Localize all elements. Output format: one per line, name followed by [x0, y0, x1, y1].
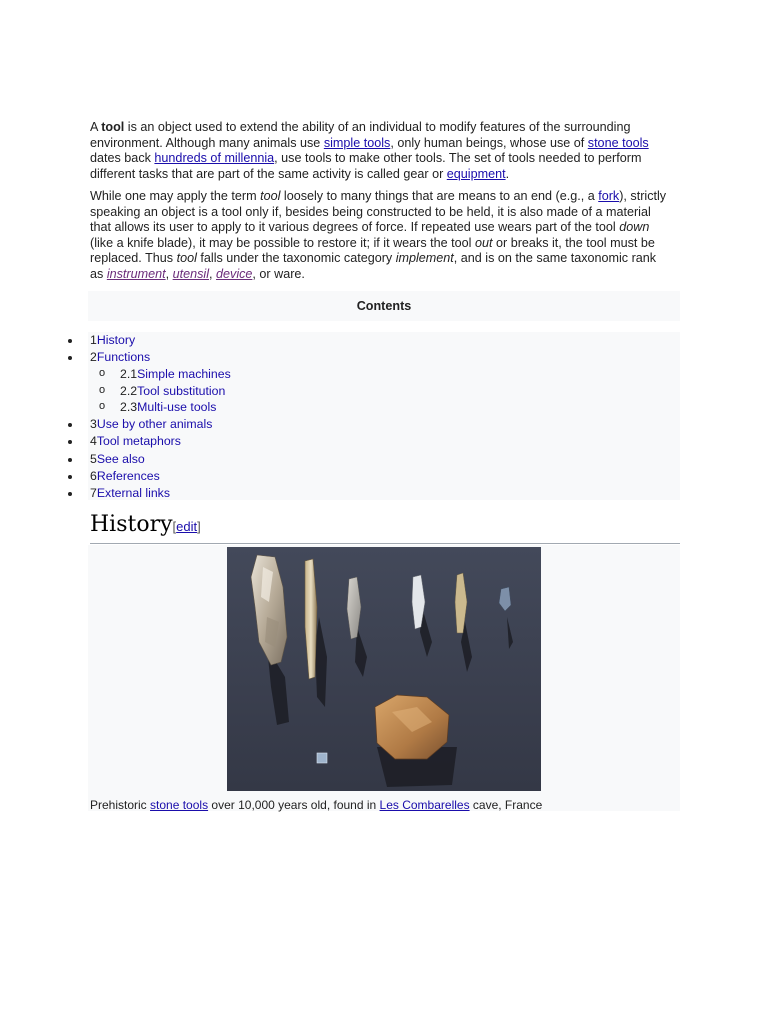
stone-tools-photo[interactable] — [227, 547, 541, 791]
toc-item-references[interactable] — [90, 468, 160, 484]
text-span: or breaks it, the tool must be replaced. Thus — [90, 235, 655, 266]
toc-item-see-also[interactable] — [90, 451, 145, 467]
edit-section — [173, 519, 201, 534]
text-span: , — [165, 266, 173, 281]
text-span: over 10,000 years old, found in — [208, 798, 380, 812]
italic-term: down — [619, 220, 650, 235]
toc-item-label[interactable]: Use by other animals — [96, 417, 213, 431]
toc-item-external-links[interactable] — [90, 485, 170, 501]
text-span: , — [209, 266, 217, 281]
toc-item-label[interactable]: Tool substitution — [137, 384, 226, 398]
link-device[interactable]: device — [216, 266, 253, 281]
figure-caption — [90, 798, 542, 813]
edit-link[interactable]: edit — [176, 519, 198, 534]
link-equipment[interactable]: equipment — [446, 166, 506, 181]
italic-term: tool — [176, 251, 197, 266]
bullet-icon — [68, 339, 72, 343]
toc-item-label[interactable]: History — [96, 333, 136, 347]
toc-heading — [88, 291, 680, 321]
toc-item-label[interactable]: Multi-use tools — [137, 400, 217, 414]
text-span: Prehistoric — [90, 798, 151, 812]
text-span: ), strictly speaking an object is a tool only if, besides being constructed to be held, it is also made of a material that allows its user to apply to it various degrees of force. If repeated use wears part of the tool — [90, 189, 667, 235]
toc-item-functions[interactable] — [90, 349, 150, 365]
text-span: , and is on the same taxonomic rank as — [90, 251, 657, 281]
toc-item-label[interactable]: Functions — [96, 350, 151, 364]
link-les-combarelles[interactable]: Les Combarelles — [379, 798, 470, 812]
toc-item-number: 5 — [90, 452, 97, 466]
toc-item-simple-machines[interactable] — [120, 366, 231, 382]
text-span: loosely to many things that are means to an end (e.g., a — [280, 189, 599, 203]
italic-term: tool — [260, 189, 281, 203]
toc-item-label[interactable]: Tool metaphors — [96, 434, 181, 448]
text-span: , use tools to make other tools. The set of tools needed to perform different tasks that are part of the same activity is called gear or — [90, 151, 642, 181]
link-stone-tools[interactable]: stone tools — [587, 135, 649, 150]
circle-bullet-icon: o — [99, 367, 106, 379]
text-span: , only human beings, whose use of — [390, 135, 588, 150]
text-span: While one may apply the term — [90, 189, 261, 203]
toc-item-label[interactable]: See also — [96, 452, 145, 466]
text-span: . — [505, 166, 510, 181]
link-simple-tools[interactable]: simple tools — [323, 135, 391, 150]
toc-item-number: 6 — [90, 469, 97, 483]
text-span: cave, France — [469, 798, 543, 812]
circle-bullet-icon: o — [99, 384, 106, 396]
italic-term: implement — [395, 251, 454, 266]
section-title: History — [90, 512, 173, 537]
toc-item-number: 2.2 — [120, 384, 138, 398]
toc-item-tool-substitution[interactable] — [120, 383, 225, 399]
toc-item-number: 2.1 — [120, 367, 138, 381]
bullet-icon — [68, 356, 72, 360]
bullet-icon — [68, 492, 72, 496]
link-utensil[interactable]: utensil — [172, 266, 210, 281]
link-hundreds-of-millennia[interactable]: hundreds of millennia — [154, 151, 275, 166]
section-heading-history — [90, 512, 680, 544]
toc-item-number: 3 — [90, 417, 97, 431]
link-instrument[interactable]: instrument — [106, 266, 166, 281]
toc-item-multi-use-tools[interactable] — [120, 399, 216, 415]
toc-item-label[interactable]: References — [96, 469, 160, 483]
toc-item-number: 7 — [90, 486, 97, 500]
text-span: dates back — [90, 151, 155, 166]
edit-bracket-open: [ — [172, 519, 177, 534]
bullet-icon — [68, 475, 72, 479]
edit-bracket-close: ] — [197, 519, 201, 534]
bullet-icon — [68, 458, 72, 462]
toc-item-number: 2.3 — [120, 400, 138, 414]
bullet-icon — [68, 423, 72, 427]
bullet-icon — [68, 440, 72, 444]
text-span: falls under the taxonomic category — [196, 251, 396, 266]
italic-term: out — [474, 235, 493, 250]
toc-item-use-by-other-animals[interactable] — [90, 416, 212, 432]
toc-item-tool-metaphors[interactable] — [90, 433, 181, 449]
toc-item-number: 2 — [90, 350, 97, 364]
toc-item-number: 1 — [90, 333, 97, 347]
text-span: is an object used to extend the ability of an individual to modify features of the surrounding environment. Although many animals use — [90, 120, 631, 150]
text-span: A — [90, 120, 102, 134]
toc-item-label[interactable]: Simple machines — [137, 367, 231, 381]
toc-item-label[interactable]: External links — [96, 486, 170, 500]
link-fork[interactable]: fork — [598, 189, 620, 203]
toc-item-history[interactable] — [90, 332, 135, 348]
intro-paragraph-1 — [90, 120, 672, 182]
toc-heading-label: Contents — [356, 299, 412, 313]
link-stone-tools-caption[interactable]: stone tools — [150, 798, 209, 812]
circle-bullet-icon: o — [99, 400, 106, 412]
bold-term-tool: tool — [101, 120, 125, 134]
text-span: (like a knife blade), it may be possible to restore it; if it wears the tool — [90, 235, 475, 250]
toc-item-number: 4 — [90, 434, 97, 448]
intro-paragraph-2 — [90, 189, 672, 283]
text-span: , or ware. — [252, 266, 305, 281]
